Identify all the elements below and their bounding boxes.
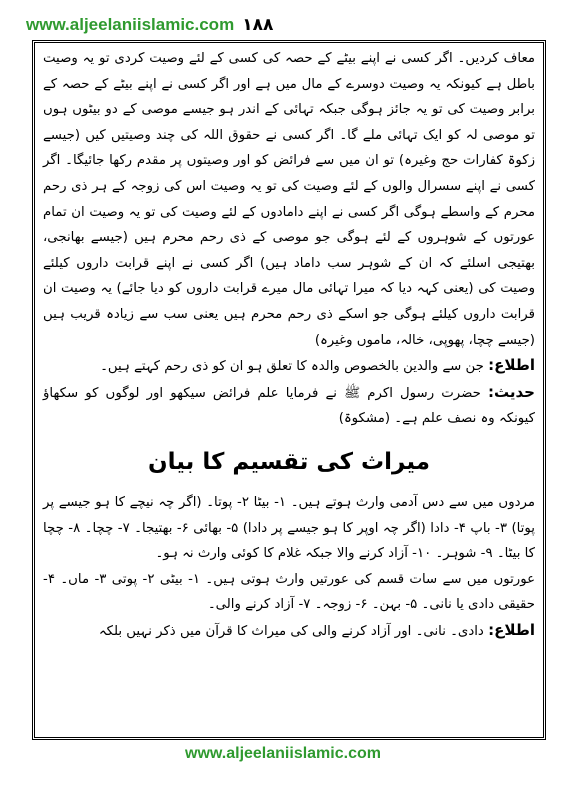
note-text: دادی۔ نانی۔ اور آزاد کرنے والی کی میراث کا قرآن میں ذکر نہیں بلکہ bbox=[98, 623, 489, 639]
note-label: اطلاع: bbox=[488, 620, 535, 639]
section-heading: میراث کی تقسیم کا بیان bbox=[148, 448, 430, 475]
hadith-paragraph bbox=[43, 380, 535, 432]
page-body bbox=[43, 46, 535, 644]
hadith-label: حدیث: bbox=[488, 382, 535, 401]
body-paragraph-wasiyat: معاف کردیں۔ اگر کسی نے اپنے بیٹے کے حصہ کی کسی کے لئے وصیت کردی تو یہ وصیت باطل ہے کیونکہ یہ وصیت دوسرے کے مال میں ہے اور اگر کسی نے اپنے بیٹے کے حصہ کے برابر وصیت کی تو یہ جائز ہوگی جبکہ تہائی کے اندر ہو جیسے موصی کے دو بیٹوں ہوں تو موصی لہ کو ایک تہائی ملے گا۔ اگر کسی نے حقوق اللہ کی چند وصیتیں کیں (جیسے زکوۃ کفارات حج وغیرہ) تو ان میں سے فرائض کو اور وصیتوں پر مقدم رکھا جائیگا۔ اگر کسی نے اپنے سسرال والوں کے لئے وصیت کی تو یہ وصیت اس کی زوجہ کے ہر ذی رحم محرم کے واسطے ہوگی اگر کسی نے اپنے دامادوں کے لئے وصیت کی تو یہ وصیت ان تمام عورتوں کے شوہروں کے لئے ہوگی جو موصی کے ذی رحم محرم ہیں (جیسے بھانجی، بھتیجی اسلئے کہ ان کے شوہر سب داماد ہیں) اگر کسی نے اپنے قرابت داروں کیلئے وصیت کی (یعنی کہہ دیا کہ میرا تہائی مال میرے قرابت داروں کو دیا جائے) یہ وصیت ان قرابت داروں کیلئے ہوگی جو اسکے ذی رحم محرم ہیں یعنی سب سے زیادہ قریب ہیں (جیسے چچا، پھوپی، خالہ، ماموں وغیرہ) bbox=[43, 51, 535, 348]
hadith-text: حضرت رسول اکرم ﷺ نے فرمایا علم فرائض سیکھو اور لوگوں کو سکھاؤ کیونکہ وہ نصف علم ہے۔ (مشکوۃ) bbox=[43, 385, 535, 427]
site-url-header[interactable]: www.aljeelaniislamic.com bbox=[26, 15, 235, 34]
note-label: اطلاع: bbox=[488, 356, 535, 375]
note-paragraph-1 bbox=[43, 353, 535, 380]
text-frame bbox=[32, 40, 546, 740]
body-paragraph-women-heirs: عورتوں میں سے سات قسم کی عورتیں وارث ہوتی ہیں۔ ۱- بیٹی ۲- پوتی ۳- ماں۔ ۴- حقیقی دادی یا نانی۔ ۵- بہن۔ ۶- زوجہ۔ ۷- آزاد کرنے والی۔ bbox=[43, 571, 536, 613]
note-text: جن سے والدین بالخصوص والدہ کا تعلق ہو ان کو ذی رحم کہتے ہیں۔ bbox=[100, 359, 489, 375]
site-url-footer[interactable]: www.aljeelaniislamic.com bbox=[185, 745, 381, 762]
page-number: ۱۸۸ bbox=[242, 15, 274, 35]
page-header bbox=[26, 10, 540, 40]
note-paragraph-2 bbox=[43, 618, 535, 645]
body-paragraph-men-heirs: مردوں میں سے دس آدمی وارث ہوتے ہیں۔ ۱- بیٹا ۲- پوتا۔ (اگر چہ نیچے کا ہو جیسے پر پوتا) ۳- باپ ۴- دادا (اگر چہ اوپر کا ہو جیسے پر دادا) ۵- بھائی ۶- بھتیجا۔ ۷- چچا۔ ۸- چچا کا بیٹا۔ ۹- شوہر۔ ۱۰- آزاد کرنے والا جبکہ غلام کا کوئی وارث نہ ہو۔ bbox=[43, 494, 535, 562]
